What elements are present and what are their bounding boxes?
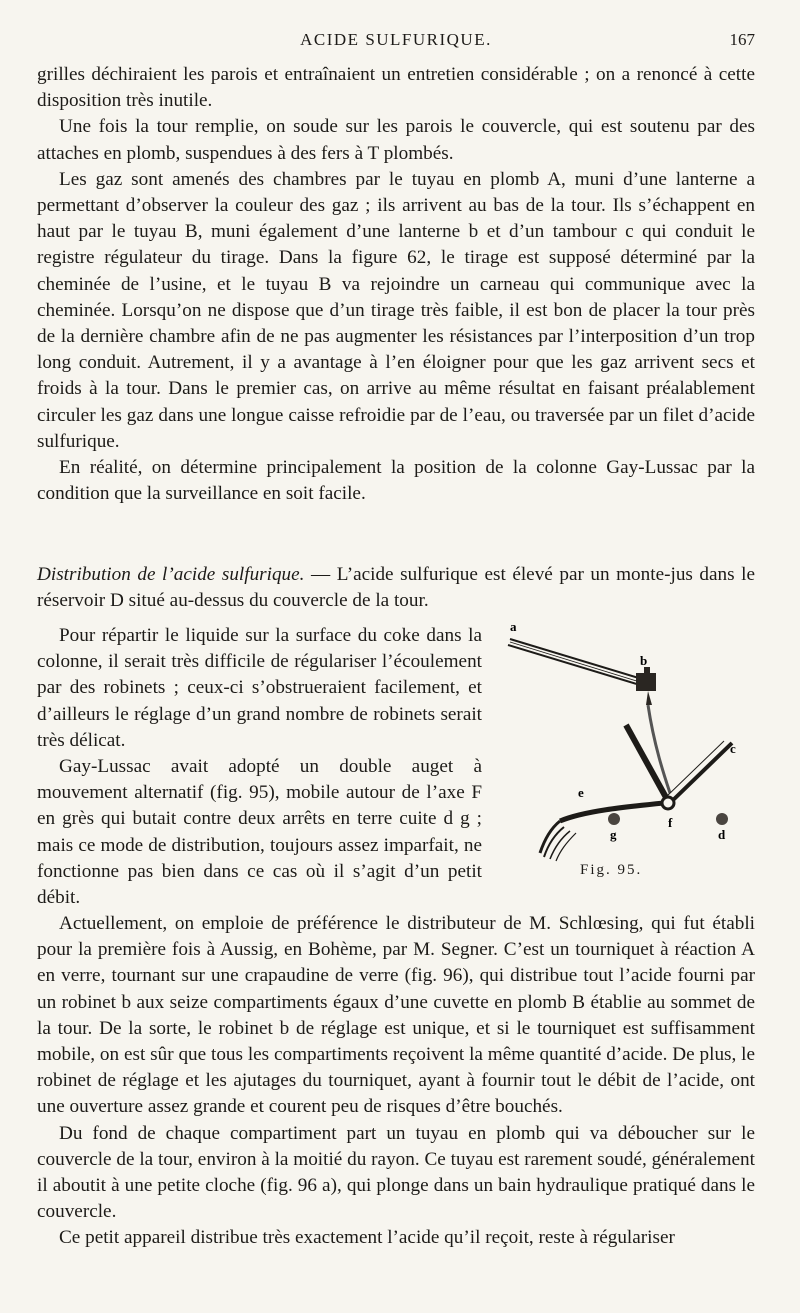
figure-caption: Fig. 95. [580,862,643,878]
page-header [37,30,755,54]
label-e: e [578,785,584,800]
label-g: g [610,827,617,842]
paragraph-3: Les gaz sont amenés des chambres par le tuyau en plomb A, muni d’une lanterne a permettant d’observer la couleur des gaz ; ils arrivent au bas de la tour. Ils s’échappent en haut par le tuyau B, muni également d’une lanterne b et d’un tambour c qui conduit le registre régulateur du tirage. Dans la figure 62, le tirage est supposé déterminé par la cheminée de l’usine, et le tuyau B va rejoindre un carneau qui communique avec la cheminée. Lorsqu’on ne dispose que d’un tirage très faible, il est bon de placer la tour près de la dernière chambre afin de ne pas augmenter les résistances par l’interposition d’un trop long conduit. Autrement, il y a avantage à l’en éloigner pour que les gaz arrivent secs et froids à la tour. Dans le premier cas, on arrive au même résultat en faisant préalablement circuler les gaz dans une longue caisse refroidie par de l’eau, ou traversée par un filet d’acide sulfurique. [37,168,755,452]
label-f: f [668,815,673,830]
label-a: a [510,619,517,634]
stop-g [608,813,620,825]
page-number: 167 [729,30,755,49]
paragraph-bottom-3: Ce petit appareil distribue très exactement l’acide qu’il reçoit, reste à régulariser [59,1227,675,1249]
pipe-a [508,639,642,685]
pivot-f [662,797,674,809]
section-text: — L’acide sulfurique est élevé par un monte-jus dans le réservoir D situé au-dessus du couvercle de la tour. [37,564,755,612]
paragraph-bottom-1: Actuellement, on emploie de préférence le distributeur de M. Schlœsing, qui fut établi pour la première fois à Aussig, en Bohème, par M. Segner. C’est un tourniquet à réaction A en verre, tournant sur une crapaudine de verre (fig. 96), qui distribue tout l’acide fourni par un robinet b aux seize compartiments égaux d’une cuvette en plomb B établie au sommet de la tour. De la sorte, le robinet b de réglage est unique, et si le tourniquet est suffisamment mobile, on est sûr que tous les compartiments reçoivent la même quantité d’acide. De plus, le robinet de réglage et les ajutages du tourniquet, ayant à fournir tout le débit de l’acide, ont une ouverture assez grande et courent peu de risques d’être bouchés. [37,913,755,1118]
label-c: c [730,741,736,756]
trough-e [540,803,664,861]
label-b: b [640,653,648,668]
paragraph-2: Une fois la tour remplie, on soude sur les parois le couvercle, qui est soutenu par des attaches en plomb, suspendues à des fers à T plombés. [37,116,755,164]
auget-arm-c [666,741,732,803]
section-paragraph [37,562,755,614]
paragraph-1: grilles déchiraient les parois et entraînaient un entretien considérable ; on a renoncé à cette disposition très inutile. [37,64,755,112]
label-d: d [718,827,726,842]
auget-drawing [494,615,754,885]
figure-95-illustration [494,615,754,885]
wrapped-text [37,623,482,911]
tap-b [636,667,656,705]
paragraph-4: En réalité, on détermine principalement la position de la colonne Gay-Lussac par la condition que la surveillance en soit facile. [37,457,755,505]
stop-d [716,813,728,825]
paragraph-wrap-2: Gay-Lussac avait adopté un double auget à mouvement alternatif (fig. 95), mobile autour de l’axe F en grès qui butait contre deux arrêts en terre cuite d g ; mais ce mode de distribution, toujours assez imparfait, ne fonctionne pas bien dans ce cas où il s’agit d’un petit débit. [37,756,482,909]
paragraph-wrap-1: Pour répartir le liquide sur la surface du coke dans la colonne, il serait très difficile de régulariser l’écoulement par des robinets ; ceux-ci s’obstrueraient facilement, et d’ailleurs le réglage d’un grand nombre de robinets serait très délicat. [37,625,482,751]
running-title: ACIDE SULFURIQUE. [300,30,492,49]
paragraph-bottom-2: Du fond de chaque compartiment part un tuyau en plomb qui va déboucher sur le couvercle de la tour, environ à la moitié du rayon. Ce tuyau est rarement soudé, généralement il aboutit à une petite cloche (fig. 96 a), qui plonge dans un bain hydraulique pratiqué dans le couvercle. [37,1122,755,1223]
body-text-bottom [37,911,755,1252]
section-title: Distribution de l’acide sulfurique. [37,564,305,585]
body-text-top [37,62,755,507]
section-distribution [37,562,755,614]
